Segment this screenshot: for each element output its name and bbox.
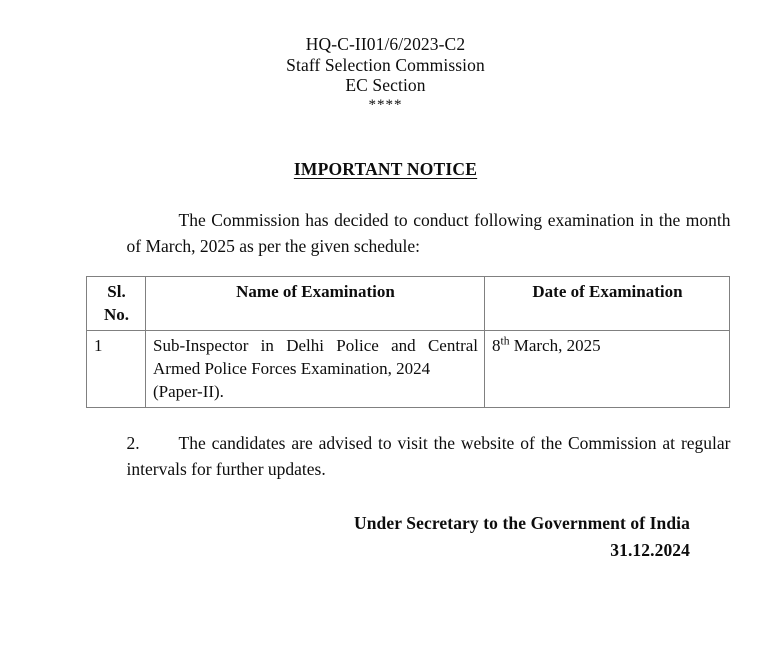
body-paragraph-2-container [41,430,731,482]
document-header [0,0,771,115]
exam-date-ordinal-suffix: th [500,333,510,347]
exam-date-day: 8 [492,335,501,355]
exam-date-rest: March, 2025 [509,335,601,355]
file-number: HQ-C-II01/6/2023-C2 [305,34,466,54]
exam-table-container [0,276,690,408]
organisation-name: Staff Selection Commission [286,54,485,75]
paragraph-1: The Commission has decided to conduct following examination in the month of March, 2025 as per the given schedule: [126,209,731,256]
cell-name-of-examination [146,330,485,407]
table-row [87,330,730,407]
notice-title-container [0,159,771,180]
column-header-sl-no [87,276,146,330]
table-header-row [87,276,730,330]
paragraph-2 [127,430,731,482]
page-title: IMPORTANT NOTICE [293,158,478,179]
header-separator: **** [368,96,403,113]
cell-date-of-examination [485,330,730,407]
cell-sl-no: 1 [87,330,146,407]
column-header-sl-line1: Sl. [107,281,126,301]
examination-schedule-table [86,276,730,408]
column-header-date-of-examination: Date of Examination [485,276,730,330]
body-paragraph-1-container [41,207,731,259]
signatory-designation: Under Secretary to the Government of India [353,512,690,533]
section-name: EC Section [345,75,426,95]
column-header-sl-line2: No. [103,304,130,324]
paragraph-2-text: The candidates are advised to visit the website of the Commission at regular intervals for further updates. [126,432,731,479]
paragraph-2-number: 2. [126,432,140,453]
signature-block [0,510,690,564]
signature-date: 31.12.2024 [610,539,690,560]
column-header-name-of-examination: Name of Examination [146,276,485,330]
exam-name-text: Sub-Inspector in Delhi Police and Central Armed Police Forces Examination, 2024 [153,335,478,378]
exam-paper-text: (Paper-II). [153,381,224,401]
